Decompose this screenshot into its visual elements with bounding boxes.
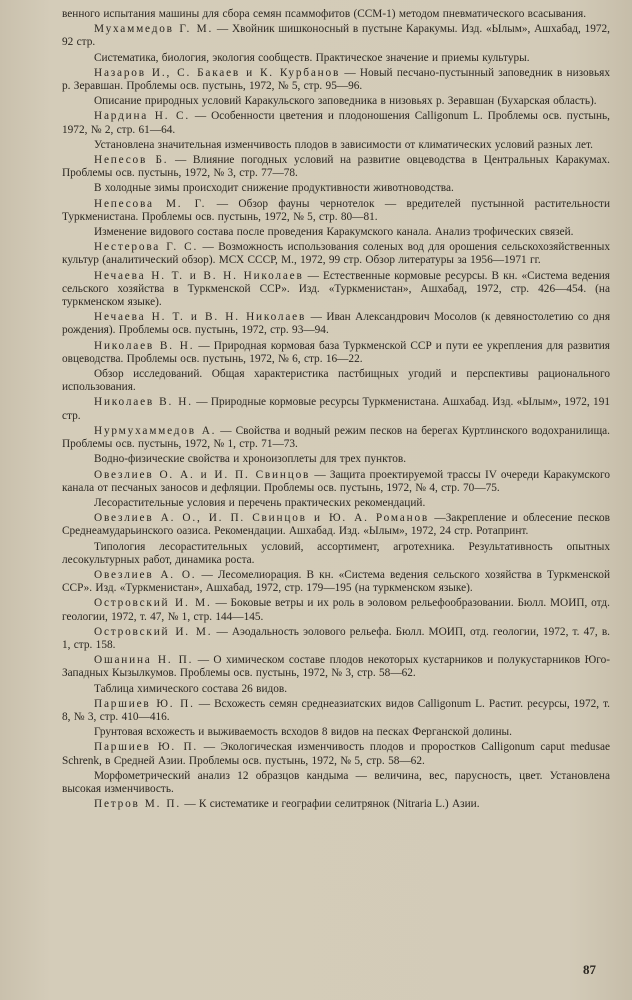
entry-author: Назаров И., С. Бакаев и К. Курбанов <box>94 66 341 79</box>
bibliography-entry <box>62 270 610 310</box>
entry-citation: — Лесомелиорация. В кн. «Система ведения сельского хозяйства в Туркменской ССР». Изд. «Туркменистан», Ашхабад, 1972, стр. 179—195 (на туркменском языке). <box>62 568 611 595</box>
entry-citation: —Закрепление и облесение песков Среднеамударьинского оазиса. Рекомендации. Ашхабад. Изд. «Ылым», 1972, 24 стр. Ротапринт. <box>62 512 610 538</box>
entry-author: Нечаева Н. Т. и В. Н. Николаев <box>94 269 304 282</box>
entry-citation: — Свойства и водный режим песков на берегах Куртлинского водохранилища. Проблемы осв. пустынь, 1972, № 1, стр. 71—73. <box>62 424 610 451</box>
entry-author: Островский И. М. <box>94 625 213 638</box>
entry-citation: — Защита проектируемой трассы IV очереди Каракумского канала от песчаных заносов и дефляции. Проблемы осв. пустынь, 1972, № 4, стр. 70—75. <box>62 468 611 494</box>
page-number: 87 <box>583 962 596 977</box>
paragraph-text: Изменение видового состава после проведения Каракумского канала. Анализ трофических связей. <box>94 226 574 239</box>
entry-annotation <box>62 497 610 510</box>
bibliography-entry <box>62 469 610 495</box>
entry-author: Нечаева Н. Т. и В. Н. Николаев <box>94 311 307 324</box>
entry-author: Непесов Б. <box>94 154 169 167</box>
entry-annotation <box>62 182 610 195</box>
entry-author: Непесова М. Г. <box>94 197 207 210</box>
entry-annotation <box>62 368 610 394</box>
bibliography-entry <box>62 798 610 811</box>
paragraph-text: Морфометрический анализ 12 образцов кандыма — величина, вес, парусность, цвет. Установлена высокая изменчивость. <box>62 769 610 795</box>
bibliography-entry <box>62 67 610 93</box>
paragraph-text: венного испытания машины для сбора семян псаммофитов (ССМ-1) методом пневматического всасывания. <box>62 8 587 20</box>
entry-annotation <box>62 726 610 739</box>
entry-citation: — О химическом составе плодов некоторых кустарников и полукустарников Юго-Западных Кызылкумов. Проблемы осв. пустынь, 1972, № 3, стр. 58—62. <box>62 654 610 680</box>
entry-annotation <box>62 683 610 696</box>
entry-author: Николаев В. Н. <box>94 339 195 352</box>
entry-annotation <box>62 770 610 796</box>
entry-annotation <box>62 139 610 152</box>
entry-citation: — Иван Александрович Мосолов (к девяностолетию со дня рождения). Проблемы осв. пустынь, 1972, стр. 93—94. <box>62 311 611 337</box>
bibliography-entry <box>62 311 610 337</box>
entry-citation: — Естественные кормовые ресурсы. В кн. «Система ведения сельского хозяйства в Туркменской ССР». Изд. «Туркменистан», Ашхабад, 1972, стр. 426—454. (на туркменском языке). <box>62 269 610 309</box>
entry-citation: — К систематике и географии селитрянок (Nitraria L.) Азии. <box>184 798 480 811</box>
bibliography-entry <box>62 626 610 652</box>
entry-citation: — Хвойник шишконосный в пустыне Каракумы. Изд. «Ылым», Ашхабад, 1972, 92 стр. <box>62 23 611 49</box>
bibliography-entry <box>62 569 610 595</box>
bibliography-entry <box>62 23 610 49</box>
entry-author: Мухаммедов Г. М. <box>94 23 214 36</box>
bibliography-entry <box>62 340 610 366</box>
entry-annotation <box>62 541 610 567</box>
entry-author: Овезлиев А. О. <box>94 568 197 581</box>
entry-citation: — Обзор фауны чернотелок — вредителей пустынной растительности Туркменистана. Проблемы осв. пустынь, 1972, № 5, стр. 80—81. <box>62 197 610 223</box>
paragraph-text: Водно-физические свойства и хроноизоплеты для трех пунктов. <box>94 453 407 466</box>
paragraph-text: Таблица химического состава 26 видов. <box>94 682 288 695</box>
bibliography-entry <box>62 241 610 267</box>
entry-author: Островский И. М. <box>94 597 212 610</box>
entry-author: Нардина Н. С. <box>94 110 191 123</box>
continued-text <box>62 8 610 21</box>
bibliography-entry <box>62 741 610 767</box>
bibliography-entry <box>62 425 610 451</box>
entry-author: Николаев В. Н. <box>94 396 193 409</box>
paragraph-text: Обзор исследований. Общая характеристика пастбищных угодий и перспективы рационального использования. <box>62 368 610 394</box>
entry-annotation <box>62 226 610 239</box>
paragraph-text: В холодные зимы происходит снижение продуктивности животноводства. <box>94 182 454 195</box>
entry-annotation <box>62 95 610 108</box>
entry-citation: — Новый песчано-пустынный заповедник в низовьях р. Зеравшан. Проблемы осв. пустынь, 1972, № 5, стр. 95—96. <box>62 66 610 93</box>
entry-annotation <box>62 52 610 65</box>
bibliography-entry <box>62 698 610 724</box>
bibliography-entry <box>62 110 610 136</box>
bibliography-list <box>62 8 610 811</box>
entry-author: Нурмухаммедов А. <box>94 424 217 437</box>
entry-author: Ошанина Н. П. <box>94 654 194 667</box>
bibliography-entry <box>62 198 610 224</box>
paragraph-text: Установлена значительная изменчивость плодов в зависимости от климатических условий разных лет. <box>94 138 593 151</box>
entry-citation: — Природные кормовые ресурсы Туркменистана. Ашхабад. Изд. «Ылым», 1972, 191 стр. <box>62 396 610 422</box>
paragraph-text: Лесорастительные условия и перечень практических рекомендаций. <box>94 496 426 509</box>
entry-author: Петров М. П. <box>94 798 181 811</box>
bibliography-entry <box>62 154 610 180</box>
entry-author: Нестерова Г. С. <box>94 241 199 254</box>
bibliography-entry <box>62 597 610 623</box>
entry-author: Паршиев Ю. П. <box>94 697 195 710</box>
entry-citation: — Боковые ветры и их роль в эоловом рельефообразовании. Бюлл. МОИП, отд. геологии, 1972, т. 47, № 1, стр. 144—145. <box>62 597 610 623</box>
paragraph-text: Типология лесорастительных условий, ассортимент, агротехника. Результативность опытных лесокультурных работ, динамика роста. <box>62 540 610 566</box>
bibliography-entry <box>62 654 610 680</box>
entry-citation: — Всхожесть семян среднеазиатских видов Calligonum L. Растит. ресурсы, 1972, т. 8, № 3, стр. 410—416. <box>62 697 610 723</box>
entry-citation: — Экологическая изменчивость плодов и проростков Calligonum caput medusae Schrenk, в Средней Азии. Проблемы осв. пустынь, 1972, № 5, стр. 58—62. <box>62 741 610 767</box>
entry-author: Паршиев Ю. П. <box>94 741 199 754</box>
entry-citation: — Особенности цветения и плодоношения Calligonum L. Проблемы осв. пустынь, 1972, № 2, стр. 61—64. <box>62 110 611 136</box>
entry-author: Овезлиев А. О., И. П. Свинцов и Ю. А. Романов <box>94 512 430 525</box>
paragraph-text: Грунтовая всхожесть и выживаемость всходов 8 видов на песках Ферганской долины. <box>94 726 512 739</box>
entry-annotation <box>62 453 610 466</box>
entry-author: Овезлиев О. А. и И. П. Свинцов <box>94 468 311 481</box>
entry-citation: — Аэодальность эолового рельефа. Бюлл. МОИП, отд. геологии, 1972, т. 47, в. 1, стр. 158. <box>62 625 610 651</box>
entry-citation: — Влияние погодных условий на развитие овцеводства в Центральных Каракумах. Проблемы осв. пустынь, 1972, № 3, стр. 77—78. <box>62 154 610 180</box>
entry-citation: — Возможность использования соленых вод для орошения сельскохозяйственных культур (аналитический обзор). МСХ СССР, М., 1972, 99 стр. Обзор литературы за 1956—1971 гг. <box>62 241 610 267</box>
paragraph-text: Систематика, биология, экология сообществ. Практическое значение и приемы культуры. <box>94 51 530 64</box>
paragraph-text: Описание природных условий Каракульского заповедника в низовьях р. Зеравшан (Бухарская область). <box>94 95 597 108</box>
entry-citation: — Природная кормовая база Туркменской ССР и пути ее укрепления для развития овцеводства. Проблемы осв. пустынь, 1972, № 6, стр. 16—22. <box>62 339 611 365</box>
bibliography-entry <box>62 512 610 538</box>
bibliography-entry <box>62 396 610 422</box>
